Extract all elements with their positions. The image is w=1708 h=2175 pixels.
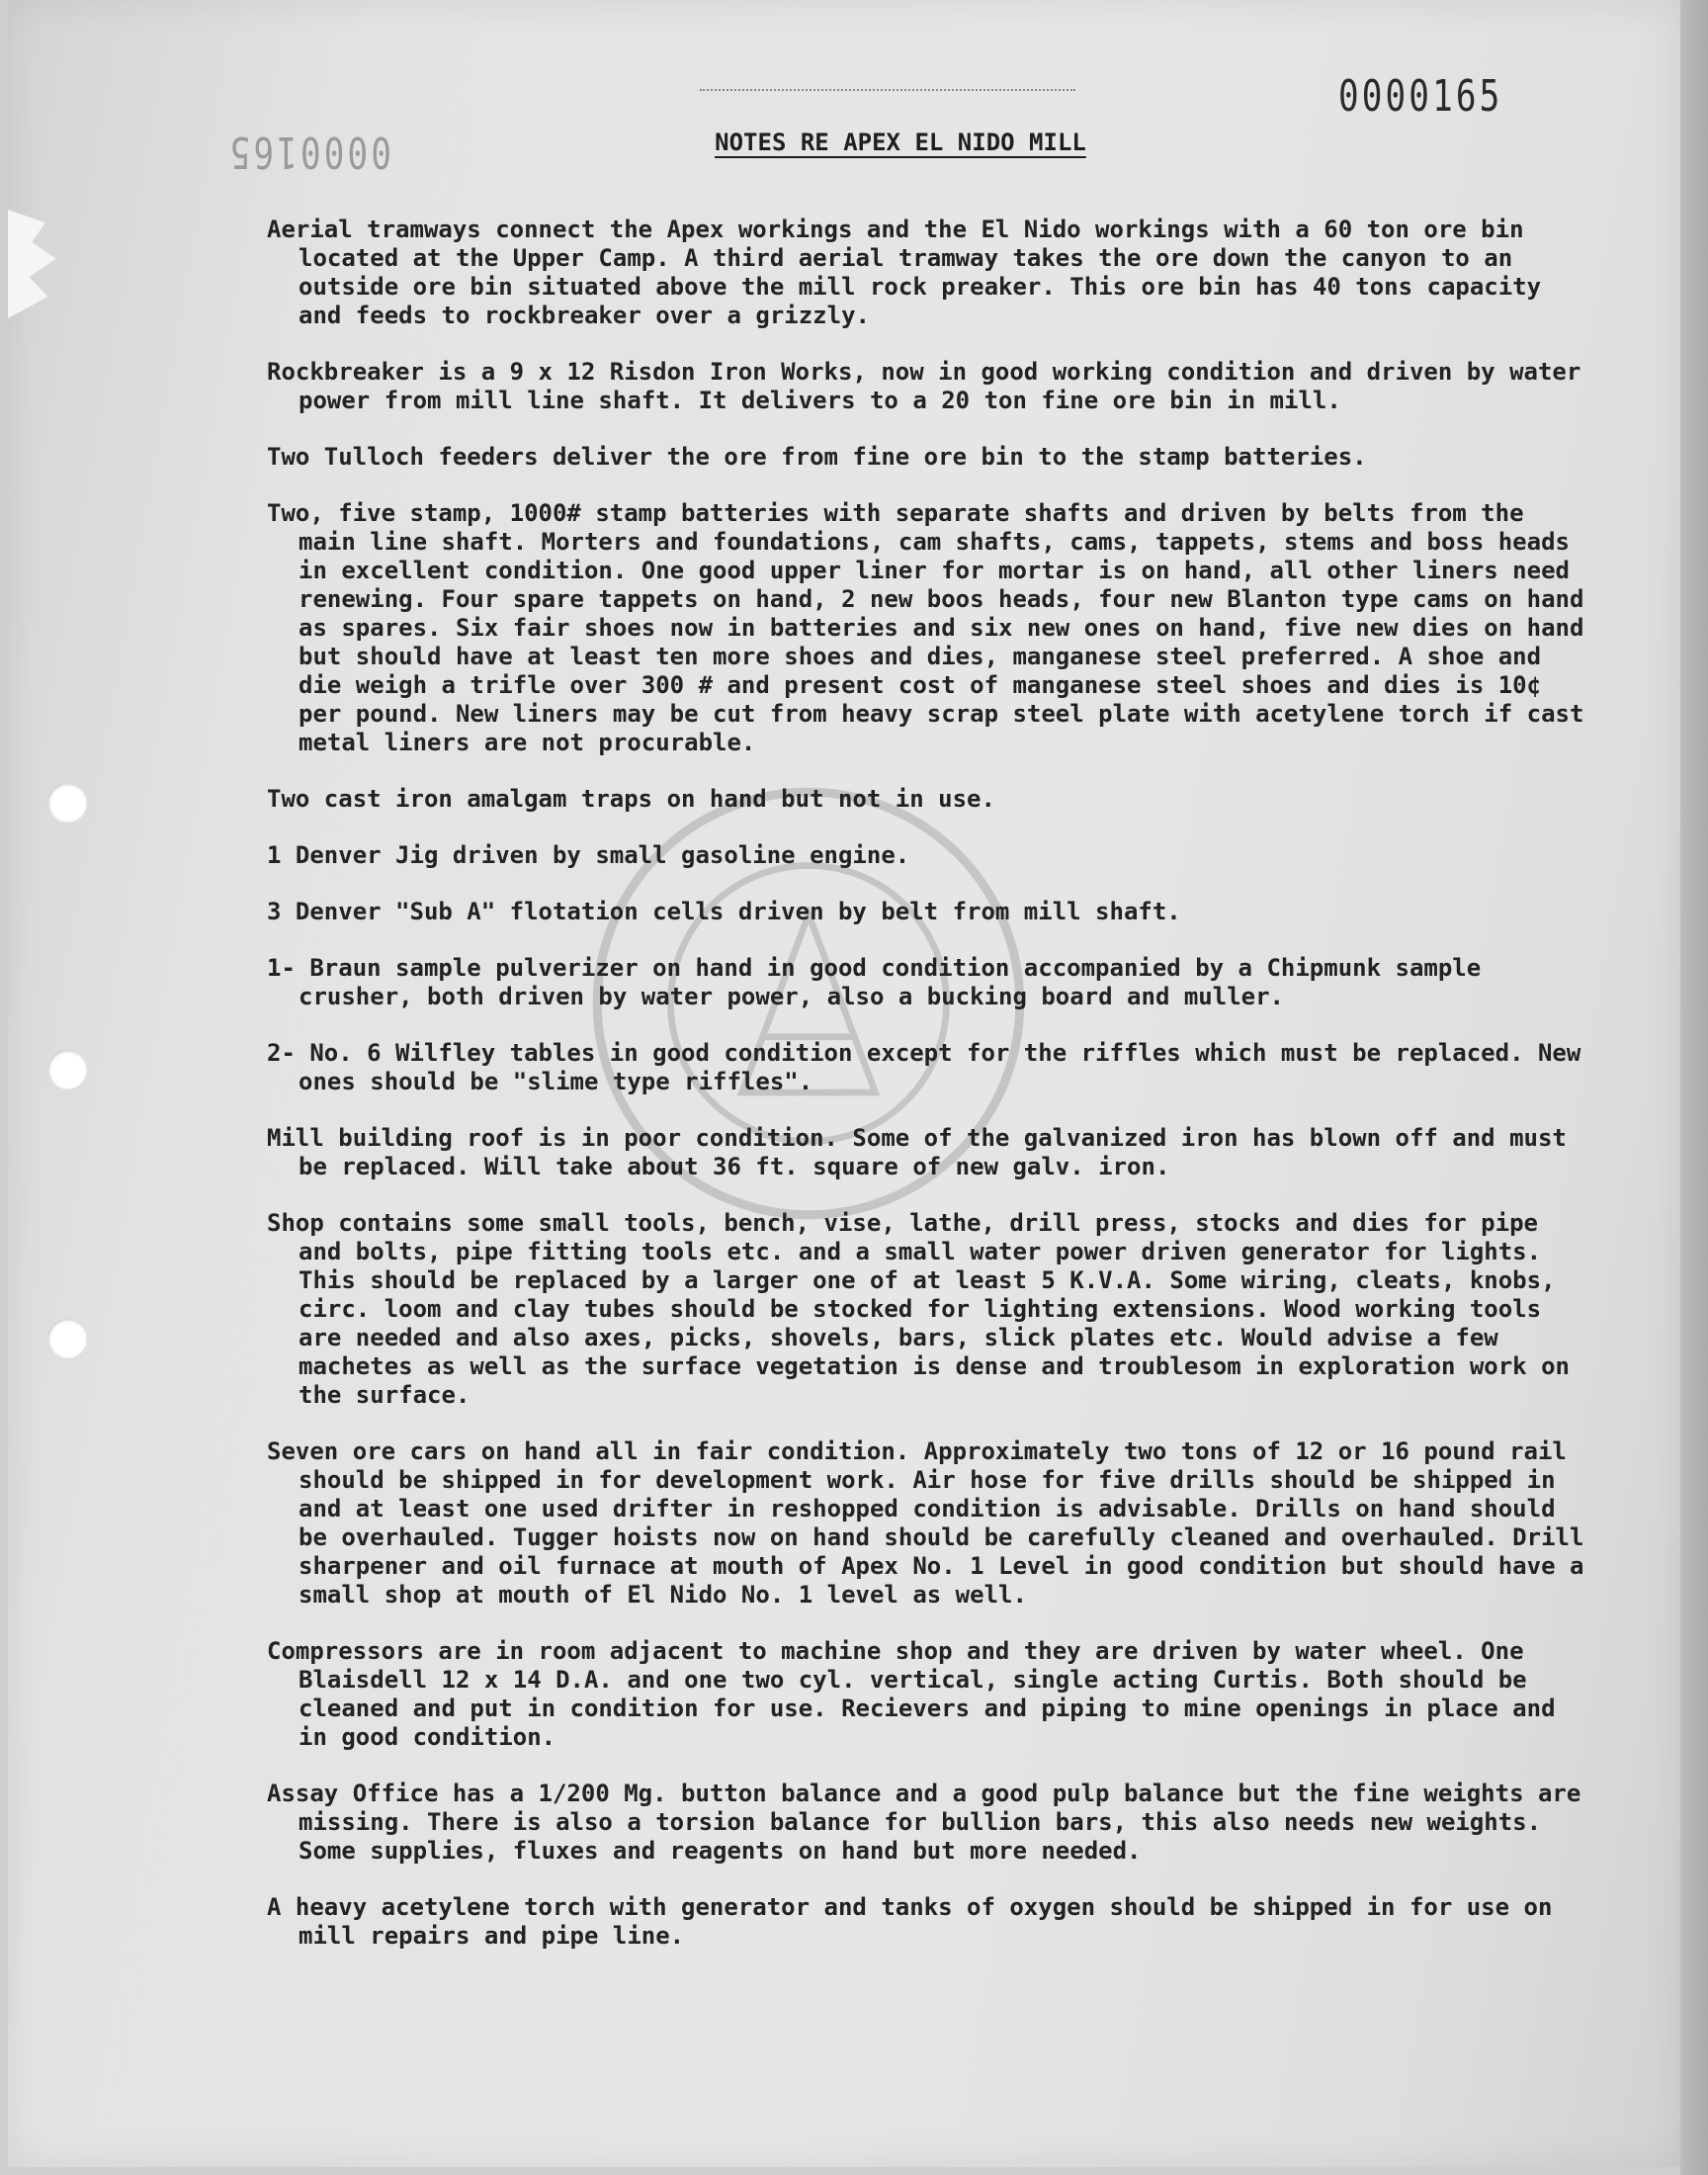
paragraph: A heavy acetylene torch with generator and tanks of oxygen should be shipped in for use on mill repairs and pipe line. [267,1893,1553,1950]
paragraph: Seven ore cars on hand all in fair condition. Approximately two tons of 12 or 16 pound rail should be shipped in for development work. Air hose for five drills should be shipped in and at least one used drifter in reshopped condition is advisable. Drills on hand should be overhauled. Tugger hoists now on hand should be carefully cleaned and overhauled. Drill sharpener and oil furnace at mouth of Apex No. 1 Level in good condition but should have a small shop at mouth of El Nido No. 1 level as well. [267,1437,1584,1609]
document-body [267,216,1591,1978]
paragraph: Assay Office has a 1/200 Mg. button balance and a good pulp balance but the fine weights are missing. There is also a torsion balance for bullion bars, this also needs new weights. Some supplies, fluxes and reagents on hand but more needed. [267,1780,1581,1865]
paragraph: Compressors are in room adjacent to machine shop and they are driven by water wheel. One Blaisdell 12 x 14 D.A. and one two cyl. vertical, single acting Curtis. Both should be cleaned and put in condition for use. Recievers and piping to mine openings in place and in good condition. [267,1637,1556,1751]
paragraph: Two Tulloch feeders deliver the ore from fine ore bin to the stamp batteries. [267,443,1367,471]
paragraph: 3 Denver "Sub A" flotation cells driven by belt from mill shaft. [267,898,1181,925]
paragraph: 2- No. 6 Wilfley tables in good condition except for the riffles which must be replaced. New ones should be "slime type riffles". [267,1039,1581,1095]
document-number: 0000165 [1337,71,1502,122]
paragraph: Two, five stamp, 1000# stamp batteries with separate shafts and driven by belts from the main line shaft. Morters and foundations, cam shafts, cams, tappets, stems and boss heads in excellent condition. One good upper liner for mortar is on hand, all other liners need renewing. Four spare tappets on hand, 2 new boos heads, four new Blanton type cams on hand as spares. Six fair shoes now in batteries and six new ones on hand, five new dies on hand but should have at least ten more shoes and dies, manganese steel preferred. A shoe and die weigh a trifle over 300 # and present cost of manganese steel shoes and dies is 10¢ per pound. New liners may be cut from heavy scrap steel plate with acetylene torch if cast metal liners are not procurable. [267,499,1584,756]
paragraph: Mill building roof is in poor condition. Some of the galvanized iron has blown off and must be replaced. Will take about 36 ft. square of new galv. iron. [267,1124,1567,1180]
paragraph: 1- Braun sample pulverizer on hand in good condition accompanied by a Chipmunk sample crusher, both driven by water power, also a bucking board and muller. [267,954,1482,1010]
paragraph: Aerial tramways connect the Apex workings and the El Nido workings with a 60 ton ore bin located at the Upper Camp. A third aerial tramway takes the ore down the canyon to an outside ore bin situated above the mill rock preaker. This ore bin has 40 tons capacity and feeds to rockbreaker over a grizzly. [267,216,1542,329]
paragraph: Two cast iron amalgam traps on hand but not in use. [267,785,995,813]
punch-hole-top [47,783,87,823]
page-right-edge [1680,0,1708,2175]
document-title: NOTES RE APEX EL NIDO MILL [715,129,1086,156]
punch-hole-bottom [47,1319,87,1358]
paragraph: Shop contains some small tools, bench, vise, lathe, drill press, stocks and dies for pipe and bolts, pipe fitting tools etc. and a small water power driven generator for lights. This should be replaced by a larger one of at least 5 K.V.A. Some wiring, cleats, knobs, circ. loom and clay tubes should be stocked for lighting extensions. Wood working tools are needed and also axes, picks, shovels, bars, slick plates etc. Would advise a few machetes as well as the surface vegetation is dense and troublesom in exploration work on the surface. [267,1209,1570,1409]
torn-edge [8,210,61,318]
top-dotted-rule [700,89,1075,91]
document-page [8,0,1680,2167]
paragraph: 1 Denver Jig driven by small gasoline engine. [267,841,910,869]
paragraph: Rockbreaker is a 9 x 12 Risdon Iron Works, now in good working condition and driven by water power from mill line shaft. It delivers to a 20 ton fine ore bin in mill. [267,358,1581,414]
punch-hole-middle [47,1050,87,1089]
inverted-stamp-number: 0000165 [226,127,391,177]
